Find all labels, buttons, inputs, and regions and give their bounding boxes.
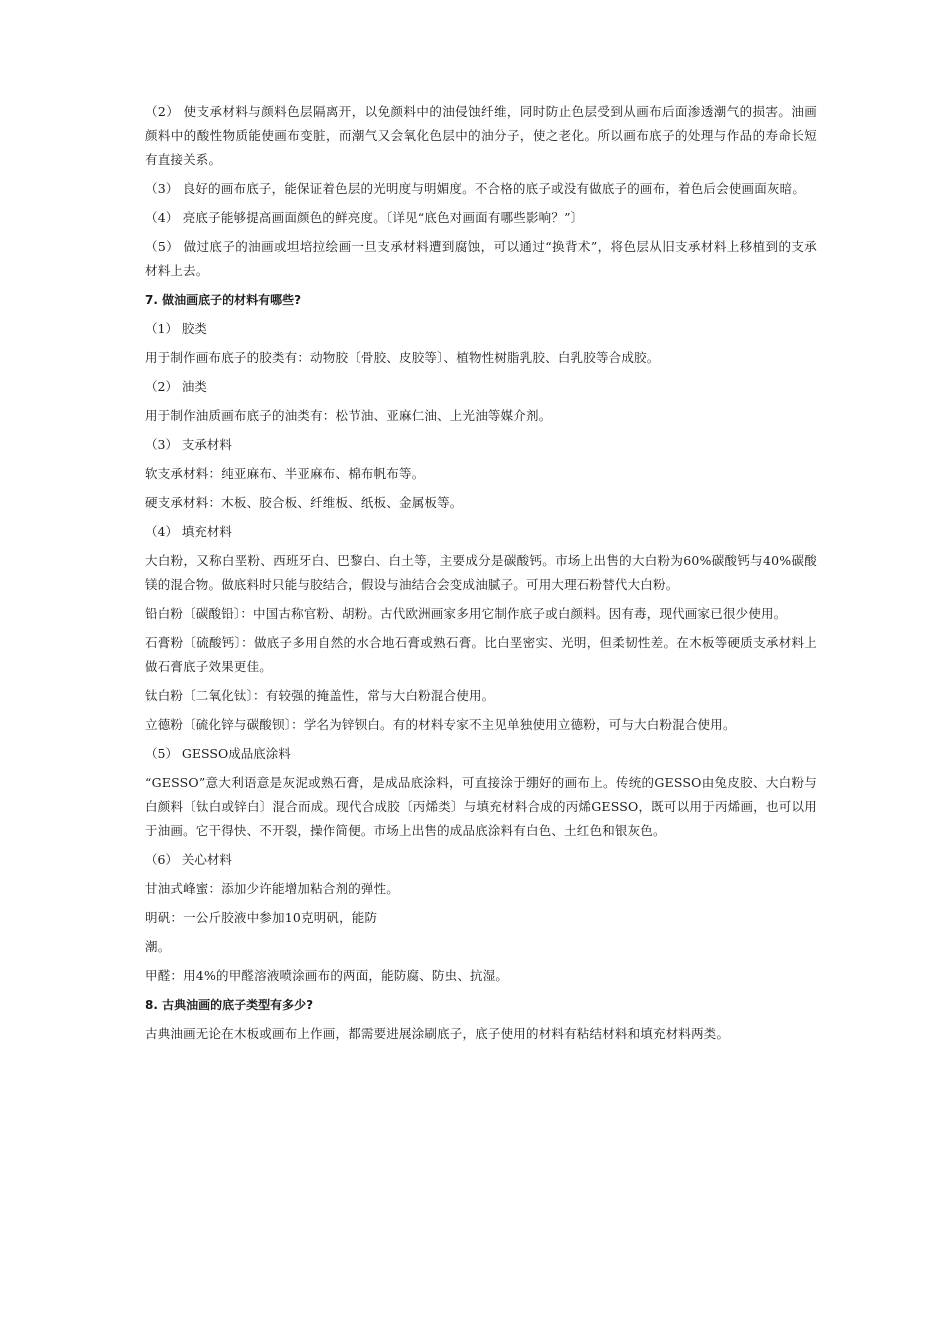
paragraph: 用于制作油质画布底子的油类有：松节油、亚麻仁油、上光油等媒介剂。 xyxy=(145,408,552,423)
question-8-heading: 8. 古典油画的底子类型有多少? xyxy=(145,998,314,1012)
list-item: （4） 填充材料 xyxy=(145,524,232,539)
paragraph: 大白粉，又称白垩粉、西班牙白、巴黎白、白土等，主要成分是碳酸钙。市场上出售的大白粉为60%碳酸钙与40%碳酸镁的混合物。做底料时只能与胶结合，假设与油结合会变成油腻子。可用大理石粉替代大白粉。 xyxy=(145,553,817,592)
paragraph: 潮。 xyxy=(145,939,171,954)
paragraph: 古典油画无论在木板或画布上作画，都需要进展涂刷底子，底子使用的材料有粘结材料和填充材料两类。 xyxy=(145,1026,730,1041)
paragraph: 甘油式峰蜜：添加少许能增加粘合剂的弹性。 xyxy=(145,881,400,896)
list-item: （6） 关心材料 xyxy=(145,852,232,867)
paragraph: 用于制作画布底子的胶类有：动物胶〔骨胶、皮胶等〕、植物性树脂乳胶、白乳胶等合成胶。 xyxy=(145,350,660,365)
paragraph: 硬支承材料：木板、胶合板、纤维板、纸板、金属板等。 xyxy=(145,495,463,510)
paragraph: （2） 使支承材料与颜料色层隔离开，以免颜料中的油侵蚀纤维，同时防止色层受到从画布后面渗透潮气的损害。油画颜料中的酸性物质能使画布变脏，而潮气又会氧化色层中的油分子，使之老化。所以画布底子的处理与作品的寿命长短有直接关系。 xyxy=(145,104,817,167)
paragraph: 立德粉〔硫化锌与碳酸钡〕：学名为锌钡白。有的材料专家不主见单独使用立德粉，可与大白粉混合使用。 xyxy=(145,717,736,732)
paragraph: 石膏粉〔硫酸钙〕：做底子多用自然的水合地石膏或熟石膏。比白垩密实、光明，但柔韧性差。在木板等硬质支承材料上做石膏底子效果更佳。 xyxy=(145,635,817,674)
paragraph: 钛白粉〔二氧化钛〕：有较强的掩盖性，常与大白粉混合使用。 xyxy=(145,688,495,703)
paragraph: 软支承材料：纯亚麻布、半亚麻布、棉布帆布等。 xyxy=(145,466,425,481)
document-page xyxy=(145,100,817,1051)
list-item: （5） GESSO成品底涂料 xyxy=(145,746,291,761)
question-7-heading: 7. 做油画底子的材料有哪些? xyxy=(145,293,302,307)
list-item: （2） 油类 xyxy=(145,379,207,394)
paragraph: （3） 良好的画布底子，能保证着色层的光明度与明媚度。不合格的底子或没有做底子的画布，着色后会使画面灰暗。 xyxy=(145,181,806,196)
paragraph: “GESSO”意大利语意是灰泥或熟石膏，是成品底涂料，可直接涂于绷好的画布上。传统的GESSO由兔皮胶、大白粉与白颜料〔钛白或锌白〕混合而成。现代合成胶〔丙烯类〕与填充材料合成的丙烯GESSO，既可以用于丙烯画，也可以用于油画。它干得快、不开裂，操作简便。市场上出售的成品底涂料有白色、土红色和银灰色。 xyxy=(145,775,817,838)
list-item: （1） 胶类 xyxy=(145,321,207,336)
paragraph: 铅白粉〔碳酸铅〕：中国古称官粉、胡粉。古代欧洲画家多用它制作底子或白颜料。因有毒，现代画家已很少使用。 xyxy=(145,606,787,621)
paragraph: （4） 亮底子能够提高画面颜色的鲜亮度。〔详见“底色对画面有哪些影响？”〕 xyxy=(145,210,584,225)
paragraph: 甲醛：用4%的甲醛溶液喷涂画布的两面，能防腐、防虫、抗湿。 xyxy=(145,968,509,983)
list-item: （3） 支承材料 xyxy=(145,437,232,452)
paragraph: 明矾：一公斤胶液中参加10克明矾，能防 xyxy=(145,910,378,925)
paragraph: （5） 做过底子的油画或坦培拉绘画一旦支承材料遭到腐蚀，可以通过“换背术”，将色层从旧支承材料上移植到的支承材料上去。 xyxy=(145,239,817,278)
